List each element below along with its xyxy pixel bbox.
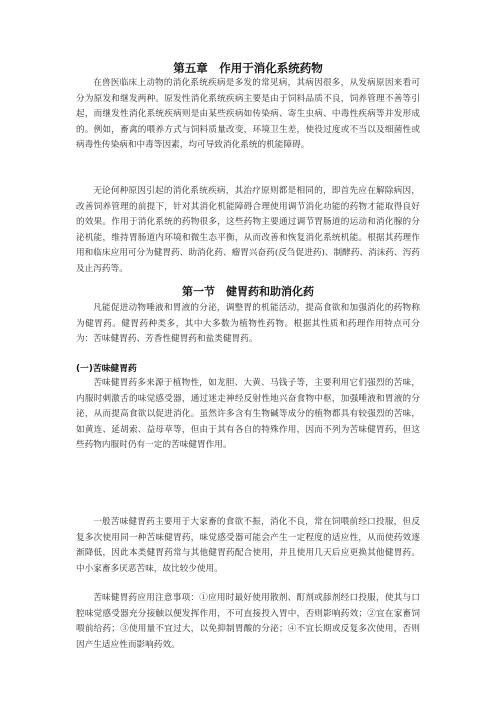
paragraph-treatment-principle: 无论何种原因引起的消化系统疾病，其治疗原则都是相同的，即首先应在解除病因，改善饲养管理的前提下，针对其消化机能障碍合理使用调节消化功能的药物才能取得良好的效果。作用于消化系统的药物很多，这些药物主要通过调节胃肠道的运动和消化腺的分泌机能，维持胃肠道内环境和微生态平衡，从而改善和恢复消化系统机能。根据其药理作用和临床应用可分为健胃药、助消化药、瘤胃兴奋药(反刍促进药)、制酵药、消沫药、泻药及止泻药等。 (76, 186, 420, 274)
paragraph-precautions: 苦味健胃药应用注意事项：①应用时最好使用散剂、酊剂或舔剂经口投服，使其与口腔味觉感受器充分接触以便发挥作用，不可直接投入胃中，否则影响药效；②宜在家畜饲喂前给药；③使用量不宜过大，以免抑制胃酸的分泌；④不宜长期或反复多次使用，否则因产生适应性而影响药效。 (76, 593, 420, 650)
section-title: 第一节 健胃药和助消化药 (182, 285, 314, 298)
chapter-title: 第五章 作用于消化系统药物 (173, 61, 323, 75)
paragraph-bitter-usage: 一般苦味健胃药主要用于大家畜的食欲不振，消化不良，常在饲喂前经口投服，但反复多次使用同一种苦味健胃药，味觉感受器可能会产生一定程度的适应性，从而使药效逐渐降低，因此本类健胃药常与其他健胃药配合使用，并且使用几天后应更换其他健胃药。中小家畜多厌恶苦味，故比较少使用。 (76, 517, 420, 574)
paragraph-bitter-source: 苦味健胃药多来源于植物性，如龙胆、大黄、马钱子等，主要利用它们强烈的苦味，内服时刺激舌的味觉感受器，通过迷走神经反射性地兴奋食物中枢，加强唾液和胃液的分泌，从而提高食欲以促进消化。虽然许多含有生物碱等成分的植物都具有较强烈的苦味，如黄连、延胡索、益母草等，但由于其有各自的特殊作用，因而不列为苦味健胃药，但这些药物内服时仍有一定的苦味健胃作用。 (76, 378, 420, 450)
paragraph-section-intro: 凡能促进动物唾液和胃液的分泌，调整胃的机能活动，提高食欲和加强消化的药物称为健胃药。健胃药种类多，其中大多数为植物性药物。根据其性质和药理作用特点可分为：苦味健胃药、芳香性健胃药和盐类健胃药。 (76, 303, 420, 344)
paragraph-intro: 在兽医临床上动物的消化系统疾病是多发的常见病，其病因很多，从发病原因来看可分为原发和继发两种。原发性消化系统疾病主要是由于饲料品质不良，饲养管理不善等引起，而继发性消化系统疾病则是由某些疾病如传染病、寄生虫病、中毒性疾病等并发形成的。例如，畜禽的喂养方式与饲料质量改变，环境卫生差，使役过度或不当以及细菌性或病毒性传染病和中毒等因素，均可导致消化系统的机能障碍。 (76, 78, 420, 150)
subheading-bitter-stomachics: (一)苦味健胃药 (76, 364, 137, 374)
